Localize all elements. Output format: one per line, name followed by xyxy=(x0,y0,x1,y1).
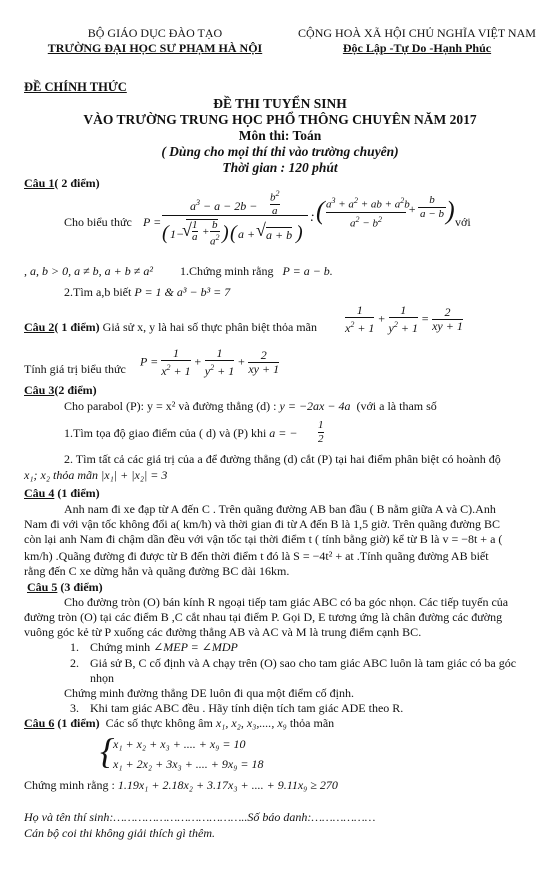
q5-heading xyxy=(27,580,103,595)
proctor-note: Cán bộ coi thi không giải thích gì thêm. xyxy=(24,826,215,840)
q5-item1-math: ∠MEP = ∠MDP xyxy=(153,640,238,654)
q4-points: (1 điểm) xyxy=(57,486,100,500)
q6-eq2: x₁ + 2x₂ + 3x₃ + .... + 9x₉ = 18 xyxy=(113,757,264,771)
q3-part1 xyxy=(64,426,298,441)
q3-line-equation: y = −2ax − 4a xyxy=(279,399,351,413)
q1-part1 xyxy=(180,264,333,279)
q2-points: ( 1 điểm) xyxy=(54,320,100,334)
q4-line1: Anh nam đi xe đạp từ A đến C . Trên quãng đường AB ban đầu ( B nằm giữa A và C).Anh xyxy=(64,502,496,516)
q5-item3-number: 3. xyxy=(70,701,79,715)
q1-heading xyxy=(24,176,100,191)
q1-p-lhs: P = xyxy=(143,215,162,229)
q1-tail: với xyxy=(455,215,471,229)
q6-prove-text: Chứng minh rằng : xyxy=(24,778,115,792)
q5-label: Câu 5 xyxy=(27,580,58,594)
q4-line2: Nam đi với vận tốc không đổi a( km/h) và thời gian đi từ A đến B là 1,5 giờ. Trên quãng đường BC xyxy=(24,517,501,531)
q6-eq1: x₁ + x₂ + x₃ + .... + x₉ = 10 xyxy=(113,737,246,751)
q4-label: Câu 4 xyxy=(24,486,55,500)
q6-prove xyxy=(24,778,338,793)
q5-item2: Giả sử B, C cố định và A chạy trên (O) sao cho tam giác ABC luôn là tam giác có ba góc xyxy=(90,656,517,670)
q3-text-main: Cho parabol (P): y = x² và đường thẳng (d) : xyxy=(64,399,277,413)
q1-colon: : xyxy=(310,210,315,225)
q4-line4: km/h) .Quãng đường đi được từ B đến thời điểm t đó là S = −4t² + at .Tính quãng đường AB biết xyxy=(24,549,489,563)
q3-points: (2 điểm) xyxy=(54,383,97,397)
q6-text: Các số thực không âm xyxy=(105,716,213,730)
q5-item2-number: 2. xyxy=(70,656,79,670)
q3-part2b-text: x₁; x₂ thỏa mãn xyxy=(24,468,98,482)
q2-label: Câu 2 xyxy=(24,320,55,334)
q2-heading xyxy=(24,320,317,335)
q3-text xyxy=(64,399,437,414)
q2-p-lhs: P = xyxy=(140,354,159,369)
university-name: TRƯỜNG ĐẠI HỌC SƯ PHẠM HÀ NỘI xyxy=(47,41,263,55)
q5-points: (3 điểm) xyxy=(60,580,103,594)
q1-label: Câu 1 xyxy=(24,176,55,190)
q1-points: ( 2 điểm) xyxy=(54,176,100,190)
q6-prove-math: 1.19x₁ + 2.18x₂ + 3.17x₃ + .... + 9.11x₉ ≥ 270 xyxy=(117,778,338,792)
q5-item1 xyxy=(90,640,238,655)
exam-title: ĐỀ THI TUYỂN SINH xyxy=(213,96,347,111)
q3-heading xyxy=(24,383,97,398)
q1-part2 xyxy=(64,285,230,300)
q5-item1-text: Chứng minh xyxy=(90,640,151,654)
q3-part2b-math: |x₁| + |x₂| = 3 xyxy=(101,468,168,482)
q5-item1-number: 1. xyxy=(70,640,79,654)
country-name: CỘNG HOÀ XÃ HỘI CHỦ NGHĨA VIỆT NAM xyxy=(298,26,536,40)
q6-points: (1 điểm) xyxy=(57,716,100,730)
q1-part2-text: 2.Tìm a,b biết xyxy=(64,285,132,299)
q6-heading xyxy=(24,716,334,731)
exam-note: ( Dùng cho mọi thí thi vào trường chuyên) xyxy=(161,144,399,159)
q5-line1: Cho đường tròn (O) bán kính R ngoại tiếp tam giác ABC có ba góc nhọn. Các tiếp tuyến của xyxy=(64,595,509,609)
q1-part1-text: 1.Chứng minh rằng xyxy=(180,264,274,278)
exam-subject: Môn thi: Toán xyxy=(238,128,322,143)
q3-part2: 2. Tìm tất cả các giá trị của a để đường thẳng (d) cắt (P) tại hai điểm phân biệt có hoành độ xyxy=(64,452,501,466)
ministry-name: BỘ GIÁO DỤC ĐÀO TẠO xyxy=(87,26,223,40)
q5-line2: đường tròn (O) tại các điểm B ,C cắt nhau tại điểm P. Gọi D, E tương ứng là chân đường các đường xyxy=(24,610,503,624)
q1-part2-math: P = 1 & a³ − b³ = 7 xyxy=(134,285,231,299)
q5-item3: Khi tam giác ABC đều . Hãy tính diện tích tam giác ADE theo R. xyxy=(90,701,404,715)
q4-heading xyxy=(24,486,100,501)
q1-intro: Cho biểu thức xyxy=(64,215,132,229)
q6-text2: thỏa mãn xyxy=(289,716,335,730)
q1-divisor-expression: ( $a^3 + a^2$ + ab + $a^2b$ $a^2 - b^2$ + b a − b ) xyxy=(316,194,455,230)
q2-text: Giả sử x, y là hai số thực phân biệt thỏa mãn xyxy=(102,320,317,334)
q3-half-fraction: 1 2 xyxy=(318,419,324,445)
q6-label: Câu 6 xyxy=(24,716,55,730)
q5-item2c: Chứng minh đường thẳng DE luôn đi qua một điểm cố định. xyxy=(64,686,354,700)
motto: Độc Lập -Tự Do -Hạnh Phúc xyxy=(342,41,492,55)
q1-part1-math: P = a − b. xyxy=(282,264,333,278)
q2-text2: Tính giá trị biểu thức xyxy=(24,362,126,376)
q3-note: (với a là tham số xyxy=(356,399,437,413)
candidate-info-line: Họ và tên thí sinh:………………………………..Số báo danh:……………… xyxy=(24,810,376,824)
q2-expression: P = $\frac{1}{x^2 + 1}$ + $\frac{1}{y^2 + 1}$ + $\frac{2}{xy + 1}$ xyxy=(140,346,280,378)
q3-part1-text: 1.Tìm tọa độ giao điểm của ( d) và (P) khi xyxy=(64,426,267,440)
q3-label: Câu 3 xyxy=(24,383,55,397)
q3-part2b xyxy=(24,468,167,483)
q6-vars: x₁, x₂, x₃,...., x₉ xyxy=(215,716,287,730)
q6-system-brace: { xyxy=(100,731,115,771)
q4-line3: còn lại anh Nam đi chậm dần đều với vận tốc tại thời điểm t ( tính bằng giờ) kể từ B là v = −8t + a ( xyxy=(24,532,503,546)
exam-time: Thời gian : 120 phút xyxy=(222,160,338,175)
q4-line5: rằng đến C xe dừng hẳn và quãng đường BC dài 16km. xyxy=(24,564,290,578)
q3-part1-math: a = − xyxy=(269,426,298,440)
exam-subtitle: VÀO TRƯỜNG TRUNG HỌC PHỔ THÔNG CHUYÊN NĂM 2017 xyxy=(83,112,477,127)
q5-item2b: nhọn xyxy=(90,671,114,685)
q2-condition-equation: $\frac{1}{x^2 + 1}$ + $\frac{1}{y^2 + 1}$ = $\frac{2}{xy + 1}$ xyxy=(345,303,463,335)
q5-line3: vuông góc kẻ từ P xuống các đường thẳng AB và AC và M là trung điểm cạnh BC. xyxy=(24,625,422,639)
official-label: ĐỀ CHÍNH THỨC xyxy=(24,80,127,94)
q1-expression-fraction: $a^3 - a - 2b$ − $b^2$ a ( 1− √ 1 a + b $a^2$ ) ( a + √ a + b ) xyxy=(162,186,308,252)
q1-condition: , a, b > 0, a ≠ b, a + b ≠ a² xyxy=(24,264,153,278)
